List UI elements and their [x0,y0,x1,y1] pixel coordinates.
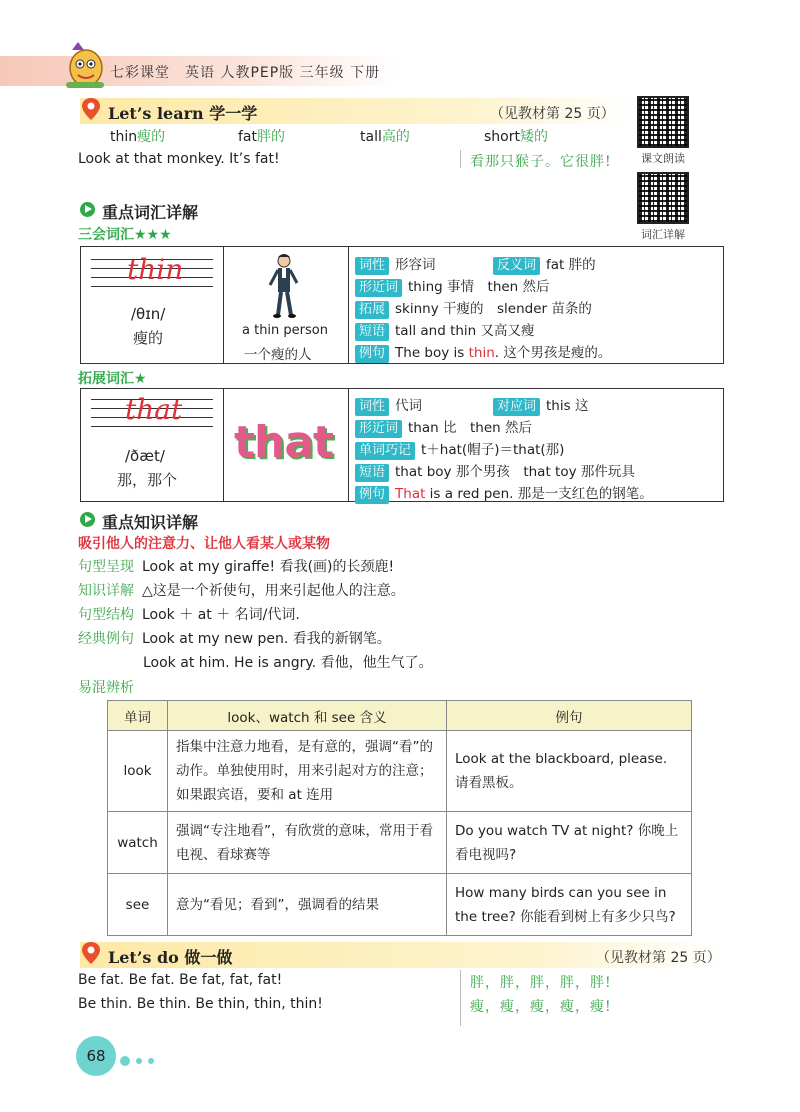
vocab-card-that [80,388,724,502]
tag-pos: 词性 [355,257,389,275]
divider [460,970,461,1026]
location-pin-icon [82,942,100,964]
similar-text: than 比 then 然后 [408,420,532,436]
do-page-ref: （见教材第 25 页） [596,950,721,966]
pos-text: 代词 [395,398,423,414]
tag-phrase: 短语 [355,323,389,341]
tag-example: 例句 [355,486,389,504]
chant-line-cn: 胖，胖，胖，胖，胖! [470,975,612,991]
col-header: look、watch 和 see 含义 [168,701,447,731]
cell-meaning: 强调“专注地看”，有欣赏的意味，常用于看电视、看球赛等 [168,812,447,874]
word-cursive: that [125,393,183,426]
learn-sentence-cn: 看那只猴子。它很胖! [470,154,612,170]
tag-similar: 形近词 [355,279,402,297]
knowledge-item: 句型结构 Look ＋ at ＋ 名词/代词. [78,607,300,623]
tag-memory: 单词巧记 [355,442,415,460]
confuse-label: 易混辨析 [78,680,134,696]
word-thin: thin瘦的 [110,129,166,145]
extend-vocab-label: 拓展词汇★ [78,371,147,387]
knowledge-heading: 重点知识详解 [102,513,199,532]
word-short: short矮的 [484,129,548,145]
dot-decoration [148,1058,154,1064]
learn-page-ref: （见教材第 25 页） [490,106,615,122]
cell-word: watch [108,812,168,874]
tag-phrase: 短语 [355,464,389,482]
mascot-logo [62,38,108,90]
example-highlight: That [395,486,426,502]
cell-word: see [108,874,168,936]
antonym-text: fat 胖的 [546,257,596,273]
phrase-text: that boy 那个男孩 that toy 那件玩具 [395,464,635,480]
knowledge-item: 知识详解 △这是一个祈使句，用来引起他人的注意。 [78,583,405,599]
location-pin-icon [82,98,100,120]
tag-example: 例句 [355,345,389,363]
that-letters-illustration: that [234,417,334,468]
pos-text: 形容词 [395,257,436,273]
knowledge-topic: 吸引他人的注意力、让他人看某人或某物 [78,536,330,552]
vocab-card-thin [80,246,724,364]
cell-example: How many birds can you see in the tree? 你能看到树上有多少只鸟? [447,874,692,936]
divider [460,150,461,168]
table-row [108,874,692,936]
tag-antonym: 反义词 [493,257,540,275]
qr-code-vocab[interactable] [637,172,689,224]
knowledge-item: 句型呈现 Look at my giraffe! 看我(画)的长颈鹿! [78,559,395,575]
tag-pos: 词性 [355,398,389,416]
extra-example: Look at him. He is angry. 看他，他生气了。 [143,655,433,671]
meaning: 那，那个 [117,471,178,489]
phonetic: /ðæt/ [125,447,165,465]
word-cursive: thin [127,253,184,286]
tag-extend: 拓展 [355,301,389,319]
three-skill-label: 三会词汇★★★ [78,227,172,243]
word-fat: fat胖的 [238,129,285,145]
page-number: 68 [86,1047,106,1065]
thin-person-illustration [264,253,304,319]
cell-example: Do you watch TV at night? 你晚上看电视吗? [447,812,692,874]
example-post: . 这个男孩是瘦的。 [494,345,612,361]
example-pre: The boy is [395,345,469,361]
cell-example: Look at the blackboard, please. 请看黑板。 [447,731,692,812]
phrase-text: tall and thin 又高又瘦 [395,323,535,339]
compare-table [107,700,692,936]
knowledge-item: 经典例句 Look at my new pen. 看我的新钢笔。 [78,631,391,647]
vocab-heading: 重点词汇详解 [102,203,199,222]
example-post: is a red pen. 那是一支红色的钢笔。 [425,486,653,502]
dot-decoration [136,1058,142,1064]
similar-text: thing 事情 then 然后 [408,279,550,295]
chant-line: Be thin. Be thin. Be thin, thin, thin! [78,996,323,1012]
tag-similar: 形近词 [355,420,402,438]
example-highlight: thin [468,345,495,361]
pic-caption-en: a thin person [242,323,328,338]
qr-caption-vocab: 词汇详解 [641,228,685,241]
tag-counterpart: 对应词 [493,398,540,416]
pic-caption-cn: 一个瘦的人 [244,347,312,363]
qr-caption-reading: 课文朗读 [641,152,685,165]
word-tall: tall高的 [360,129,410,145]
memory-text: t＋hat(帽子)＝that(那) [421,442,565,458]
table-header-row [108,701,692,731]
extend-text: skinny 干瘦的 slender 苗条的 [395,301,592,317]
col-header: 单词 [108,701,168,731]
learn-sentence: Look at that monkey. It’s fat! [78,151,280,167]
cell-word: look [108,731,168,812]
cell-meaning: 指集中注意力地看，是有意的，强调“看”的动作。单独使用时，用来引起对方的注意；如果跟宾语，要和 at 连用 [168,731,447,812]
chant-line: Be fat. Be fat. Be fat, fat, fat! [78,972,283,988]
table-row [108,731,692,812]
phonetic: /θɪn/ [131,305,166,323]
counterpart-text: this 这 [546,398,589,414]
qr-code-reading[interactable] [637,96,689,148]
play-icon [80,512,95,527]
cell-meaning: 意为“看见；看到”，强调看的结果 [168,874,447,936]
do-title: Let’s do 做一做 [108,948,233,967]
dot-decoration [120,1056,130,1066]
chant-line-cn: 瘦，瘦，瘦，瘦，瘦! [470,999,612,1015]
play-icon [80,202,95,217]
meaning: 瘦的 [133,329,164,347]
col-header: 例句 [447,701,692,731]
learn-title: Let’s learn 学一学 [108,104,258,123]
book-title: 七彩课堂 英语 人教PEP版 三年级 下册 [110,65,381,81]
table-row [108,812,692,874]
